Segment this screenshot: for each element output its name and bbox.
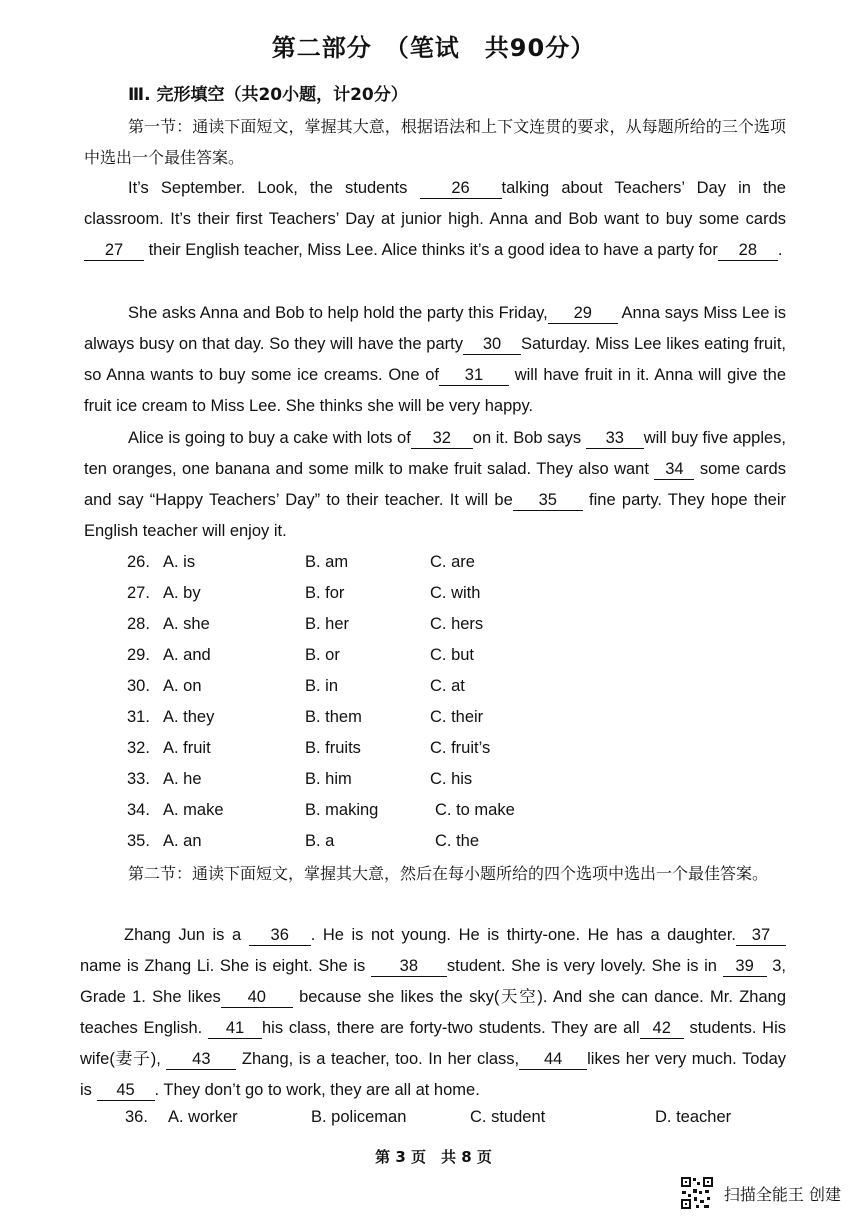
passage-text: student. She is very lovely. She is in: [446, 957, 723, 975]
option-b: B. them: [305, 708, 362, 726]
option-b: B. policeman: [311, 1108, 407, 1126]
option-a: A. worker: [168, 1108, 238, 1126]
blank-35: 35: [513, 490, 583, 511]
passage-text: some cards and say “Happy Teachers’ Day” to their teacher. It will be: [84, 460, 786, 509]
part1-instructions: 第一节：通读下面短文，掌握其大意，根据语法和上下文连贯的要求，从每题所给的三个选项中选出一个最佳答案。: [84, 117, 786, 167]
blank-40: 40: [221, 987, 293, 1008]
passage-text: will have fruit in it. Anna will give the fruit ice cream to Miss Lee. She thinks she will be very happy.: [84, 366, 786, 415]
option-row-30: [127, 671, 627, 702]
passage-text: talking about Teachers’ Day in the classroom. It’s their first Teachers’ Day at junior high. Anna and Bob want to buy some cards: [84, 179, 786, 228]
passage-paragraph-3: [84, 423, 786, 547]
passage-text: Alice is going to buy a cake with lots of: [128, 429, 411, 447]
part2-instructions: 第二节：通读下面短文，掌握其大意，然后在每小题所给的四个选项中选出一个最佳答案。: [128, 864, 769, 883]
option-b: B. him: [305, 770, 352, 788]
passage-text: Saturday. Miss Lee likes eating fruit, so Anna wants to buy some ice creams. One of: [84, 335, 786, 384]
page-title: 第二部分 （笔试 共90分）: [271, 34, 596, 62]
passage-text: likes her very much. Today is: [80, 1050, 786, 1099]
blank-42: 42: [640, 1018, 684, 1039]
option-row-35: [127, 826, 627, 857]
passage-text: Anna says Miss Lee is always busy on that day. So they will have the party: [84, 304, 786, 353]
option-a: A. an: [163, 832, 202, 850]
passage-text: It’s September. Look, the students: [128, 179, 420, 197]
option-a: A. make: [163, 801, 224, 819]
option-b: B. making: [305, 801, 379, 819]
passage-text: on it. Bob says: [472, 429, 586, 447]
passage-text: . He is not young. He is thirty-one. He has a daughter.: [310, 926, 736, 944]
option-a: A. she: [163, 615, 210, 633]
option-c: C. are: [430, 553, 475, 571]
question-number: 35.: [127, 832, 150, 850]
option-b: B. for: [305, 584, 345, 602]
passage-text: 3, Grade 1. She likes: [80, 957, 786, 1006]
blank-39: 39: [723, 956, 767, 977]
option-c: C. student: [470, 1108, 546, 1126]
passage-text: his class, there are forty-two students. They are all: [262, 1019, 640, 1037]
option-c: C. fruit’s: [430, 739, 491, 757]
option-b: B. or: [305, 646, 340, 664]
option-c: C. the: [435, 832, 480, 850]
question-number: 26.: [127, 553, 150, 571]
passage-text: Zhang, is a teacher, too. In her class,: [236, 1050, 520, 1068]
passage-text: .: [777, 241, 783, 259]
passage-text: their English teacher, Miss Lee. Alice thinks it’s a good idea to have a party for: [144, 241, 718, 259]
blank-41: 41: [208, 1018, 262, 1039]
option-b: B. a: [305, 832, 335, 850]
blank-29: 29: [548, 303, 618, 324]
option-a: A. fruit: [163, 739, 211, 757]
passage-text: Zhang Jun is a: [124, 926, 249, 944]
question-number: 28.: [127, 615, 150, 633]
option-a: A. they: [163, 708, 215, 726]
blank-33: 33: [586, 428, 644, 449]
option-row-28: [127, 609, 627, 640]
option-a: A. on: [163, 677, 202, 695]
option-row-32: [127, 733, 627, 764]
option-row-27: [127, 578, 627, 609]
blank-28: 28: [718, 240, 778, 261]
option-c: C. their: [430, 708, 484, 726]
blank-36: 36: [249, 925, 311, 946]
option-row-29: [127, 640, 627, 671]
question-number: 27.: [127, 584, 150, 602]
option-b: B. fruits: [305, 739, 361, 757]
passage-text: because she likes the sky(天空). And she can dance. Mr. Zhang teaches English.: [80, 988, 786, 1037]
question-number: 31.: [127, 708, 150, 726]
question-number: 33.: [127, 770, 150, 788]
passage-text: name is Zhang Li. She is eight. She is: [80, 957, 371, 975]
option-row-34: [127, 795, 627, 826]
option-a: A. by: [163, 584, 201, 602]
passage-paragraph-4: [80, 920, 786, 1106]
option-a: A. and: [163, 646, 211, 664]
question-36-row: [125, 1108, 745, 1138]
blank-43: 43: [166, 1049, 236, 1070]
question-number: 29.: [127, 646, 150, 664]
blank-31: 31: [439, 365, 509, 386]
blank-30: 30: [463, 334, 521, 355]
option-c: C. his: [430, 770, 473, 788]
option-b: B. her: [305, 615, 350, 633]
option-d: D. teacher: [655, 1108, 732, 1126]
option-c: C. to make: [435, 801, 515, 819]
passage-text: students. His wife(妻子),: [80, 1019, 786, 1068]
passage-text: . They don’t go to work, they are all at home.: [154, 1081, 480, 1099]
question-number: 36.: [125, 1108, 148, 1126]
blank-45: 45: [97, 1080, 155, 1101]
question-number: 34.: [127, 801, 150, 819]
option-a: A. is: [163, 553, 196, 571]
blank-26: 26: [420, 178, 502, 199]
question-number: 30.: [127, 677, 150, 695]
passage-text: She asks Anna and Bob to help hold the party this Friday,: [128, 304, 548, 322]
blank-37: 37: [736, 925, 786, 946]
question-number: 32.: [127, 739, 150, 757]
option-row-33: [127, 764, 627, 795]
passage-paragraph-1: [84, 173, 786, 266]
page-number: 第 3 页 共 8 页: [375, 1148, 492, 1166]
option-a: A. he: [163, 770, 202, 788]
option-row-31: [127, 702, 627, 733]
passage-text: will buy five apples, ten oranges, one banana and some milk to make fruit salad. They also want: [84, 429, 787, 478]
qr-code-icon: [680, 1176, 714, 1210]
blank-44: 44: [519, 1049, 587, 1070]
blank-32: 32: [411, 428, 473, 449]
option-b: B. am: [305, 553, 349, 571]
option-c: C. hers: [430, 615, 484, 633]
blank-38: 38: [371, 956, 447, 977]
passage-text: fine party. They hope their English teacher will enjoy it.: [84, 491, 786, 540]
section-heading: Ⅲ. 完形填空（共20小题，计20分）: [128, 85, 408, 105]
option-c: C. with: [430, 584, 481, 602]
blank-34: 34: [654, 459, 694, 480]
blank-27: 27: [84, 240, 144, 261]
scanner-watermark: [680, 1176, 841, 1210]
watermark-text: 扫描全能王 创建: [723, 1184, 841, 1204]
options-list: [127, 547, 627, 857]
option-row-26: [127, 547, 627, 578]
option-c: C. at: [430, 677, 465, 695]
passage-paragraph-2: [84, 298, 786, 422]
option-b: B. in: [305, 677, 339, 695]
option-c: C. but: [430, 646, 475, 664]
